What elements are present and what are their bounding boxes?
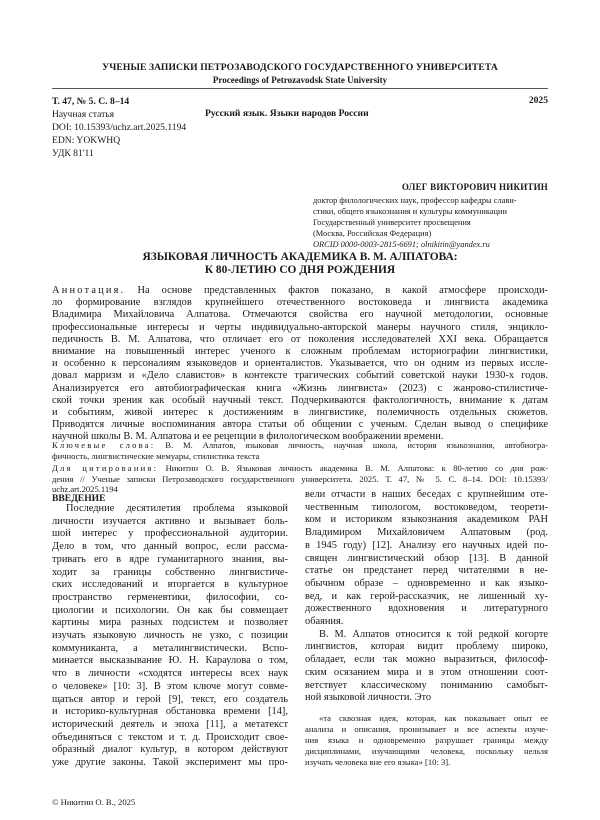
section-heading-intro: ВВЕДЕНИЕ	[52, 493, 106, 504]
text-line: вели отчасти в наших беседах с крупнейшим оте-	[305, 489, 548, 500]
text-line: uchz.art.2025.1194	[52, 484, 118, 495]
block-quote	[305, 713, 548, 768]
text-line: дожественного вдохновения и литературного	[305, 603, 548, 615]
text-line: священ лингвистический обзор [13]. В данной	[305, 552, 548, 564]
text-line: о человеке» [10: 3]. В этом ключе могут совме-	[52, 680, 288, 692]
text-line: исторический деятель и эпоха [11], а метатекст	[52, 718, 288, 730]
text-line: и особенно к персоналиям языковедов и ориенталистов. Указывается, что он одним из первых иссле-	[52, 358, 548, 370]
text-line: изучать языковую личность не узко, с позиции	[52, 630, 288, 642]
header-divider	[52, 88, 548, 89]
doi: DOI: 10.15393/uchz.art.2025.1194	[52, 122, 187, 133]
article-type: Научная статья	[52, 109, 115, 120]
text-line: коммуниканта, а металингвистически. Вспо-	[52, 642, 288, 654]
text-line: профессиональные интересы и черты индивидуально-авторской манеры научного стиля, энцикло-	[52, 321, 548, 333]
affiliation-line: доктор филологических наук, профессор кафедры слави-	[313, 196, 517, 205]
author-name: ОЛЕГ ВИКТОРОВИЧ НИКИТИН	[401, 182, 548, 192]
text-line: образный диалог культур, в котором действуют	[52, 744, 288, 756]
text-line: личности изучается активно и вызывает боль-	[52, 515, 288, 527]
text-line: педичность В. М. Алпатова, что отличает его от поколения исследователей XXI века. Обращается	[52, 333, 548, 345]
text-line: научной школы В. М. Алпатова и ее рецепции в филологическом воображении времени.	[52, 431, 444, 443]
text-line: В. М. Алпатов относится к той редкой когорте	[319, 628, 548, 640]
text-line: шой интерес у профессиональной аудитории.	[52, 528, 288, 540]
text-line: дения // Ученые записки Петрозаводского государственного университета. 2025. Т. 47, № 5. С. 8–14. DOI: 10.15393/	[52, 473, 548, 484]
text-line: Владимиром Михайловичем Алпатовым (род.	[305, 527, 548, 539]
text-line: довал марризм и «Дело славистов» в контексте трагических событий советской науки 1930-х годов.	[52, 370, 548, 382]
journal-title-ru: УЧЕНЫЕ ЗАПИСКИ ПЕТРОЗАВОДСКОГО ГОСУДАРСТВЕННОГО УНИВЕРСИТЕТА	[102, 62, 498, 73]
line-text: Никитин О. В. Языковая личность академика В. М. Алпатова: к 80-летию со дня рож-	[165, 463, 548, 473]
line-text: В. М. Алпатов, языковая личность, научная школа, история языкознания, автобиогра-	[165, 440, 548, 450]
text-line: вед, и как герой-рассказчик, не лишенный ху-	[305, 590, 548, 602]
text-line: ходит за границы собственно лингвистиче-	[52, 566, 288, 578]
label: Аннотация.	[52, 285, 126, 296]
text-line: уже другие законы. Такой эксперимент мы про-	[52, 757, 288, 769]
text-line: ло формирование взглядов крупнейшего отечественного востоковеда и лингвиста академика	[52, 297, 548, 309]
copyright: © Никитин О. В., 2025	[52, 797, 136, 807]
volume-pages: Т. 47, № 5. С. 8–14	[52, 96, 130, 107]
label: Ключевые слова:	[52, 440, 156, 450]
text-line: Владимира Михайловича Алпатова. Отмечаются свойства его научной методологии, основные	[52, 309, 548, 321]
text-line: обычном образе – одновременно и как языко-	[305, 577, 548, 589]
text-line: объединяться с текстом и т. д. Происходит свое-	[52, 731, 288, 743]
text-line	[52, 285, 548, 297]
text-line: анализа и описания, пронизывает и все аспекты изуче-	[305, 724, 548, 734]
text-line: ния языка и одновременно разрушает границы между	[305, 735, 548, 745]
affiliation-line: стики, общего языкознания и культуры коммуникации	[313, 207, 507, 216]
abstract	[52, 285, 548, 444]
text-line: что в личности «сходятся интересы всех наук	[52, 668, 288, 680]
text-line: и историко-культурная обстановка времени [14],	[52, 706, 288, 718]
text-line: Дело в том, что данный вопрос, если рассма-	[52, 541, 288, 553]
year: 2025	[528, 95, 548, 106]
text-line: ским осязанием мира и в этом отношении соот-	[305, 666, 548, 678]
text-line: щаться автор и герой [9], текст, его создатель	[52, 693, 288, 705]
orcid-email: ORCID 0000-0003-2815-6691; olnikitin@yandex.ru	[313, 240, 490, 249]
meta-block	[52, 95, 186, 160]
text-line: Анализируется его автобиографическая книга «Жизнь лингвиста» (2023) с жанрово-стилистиче-	[52, 382, 548, 394]
body-column-left	[52, 503, 288, 770]
author-affiliation	[313, 195, 549, 250]
article-title	[0, 251, 600, 277]
text-line: «та сквозная идея, которая, как показывает опыт ее	[319, 713, 548, 723]
label: Для цитирования:	[52, 463, 159, 473]
text-line: изучать человека вне его языка» [10: 3].	[305, 757, 451, 767]
text-line: пространство герменевтики, философии, со-	[52, 591, 288, 603]
text-line: чественным типологом, востоковедом, теорети-	[305, 501, 548, 513]
line-text: На основе представленных фактов показано, в какой атмосфере происходи-	[137, 285, 548, 296]
udk: УДК 81'11	[52, 148, 94, 159]
body-column-right	[305, 489, 548, 705]
text-line: минается высказывание Ю. Н. Караулова о том,	[52, 655, 288, 667]
text-line: в 1945 году) [12]. Анализу его научных идей по-	[305, 539, 548, 551]
text-line: ской точки зрения как особый научный текст. Подчеркиваются фактологичность, внимание к датам	[52, 394, 548, 406]
text-line: и событиям, живой интерес к достижениям в лингвистике, полемичность отдельных сюжетов.	[52, 407, 548, 419]
text-line	[52, 463, 548, 474]
text-line: ских исследований и вторгается в культурное	[52, 579, 288, 591]
affiliation-line: (Москва, Российская Федерация)	[313, 229, 432, 238]
text-line: картины мира разных подсистем и позволяет	[52, 617, 288, 629]
text-line: Последние десятилетия проблема языковой	[66, 503, 288, 514]
title-line: К 80-ЛЕТИЮ СО ДНЯ РОЖДЕНИЯ	[204, 264, 396, 276]
text-line: фичность, лингвистические мемуары, стилистика текста	[52, 450, 260, 461]
keywords	[52, 440, 548, 461]
text-line: ной языковой личности. Это	[305, 692, 432, 704]
text-line: дисциплинами, изучающими человека, поскольку нельзя	[305, 746, 548, 756]
text-line: тривать его в ядре гуманитарного знания, вы-	[52, 553, 288, 565]
edn: EDN: YOKWHQ	[52, 135, 121, 146]
affiliation-line: Государственный университет просвещения	[313, 218, 471, 227]
text-line	[52, 440, 548, 451]
title-line: ЯЗЫКОВАЯ ЛИЧНОСТЬ АКАДЕМИКА В. М. АЛПАТОВА:	[142, 251, 458, 263]
text-line: ком и историком языкознания академиком РАН	[305, 514, 548, 526]
journal-title-en: Proceedings of Petrozavodsk State University	[212, 75, 388, 85]
rubric: Русский язык. Языки народов России	[205, 108, 369, 119]
text-line: внимание на повышенный интерес ученого к сложным проблемам историографии лингвистики,	[52, 346, 548, 358]
text-line: циологии и психологии. Он как бы совмещает	[52, 604, 288, 616]
text-line: Приводятся личные воспоминания автора статьи об общении с ученым. Сделан вывод о специфике	[52, 419, 548, 431]
text-line: обаяния.	[305, 616, 344, 628]
text-line: ветствует классическому пониманию самобыт-	[305, 679, 548, 691]
text-line: статье он предстанет перед читателями в не-	[305, 565, 548, 577]
text-line: лингвистов, которая видит проблему широко,	[305, 641, 548, 653]
text-line: обладает, если так можно выразиться, философ-	[305, 654, 548, 666]
